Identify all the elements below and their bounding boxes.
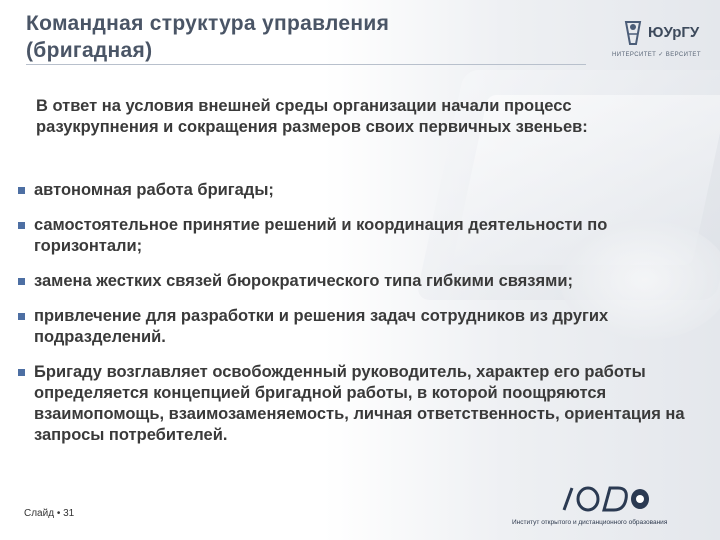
list-item-text: Бригаду возглавляет освобожденный руководитель, характер его работы определяется концепцией бригадной работы, в которой поощряются взаимопомощь, взаимозаменяемость, личная ответственность, ориентация на запросы потребителей. (34, 363, 685, 444)
bullet-icon (18, 313, 25, 320)
list-item-text: самостоятельное принятие решений и координация деятельности по горизонтали; (34, 216, 608, 255)
list-item (18, 362, 698, 446)
list-item (18, 306, 698, 348)
bullet-list (18, 180, 698, 460)
university-name: ЮУрГУ (648, 24, 700, 41)
bullet-icon (18, 222, 25, 229)
iodo-logo-icon (562, 484, 652, 514)
university-tagline: НИТЕРСИТЕТ ✓ ВЕРСИТЕТ (612, 52, 701, 58)
institute-caption: Институт открытого и дистанционного образования (512, 519, 668, 526)
list-item (18, 180, 698, 201)
slide-title: Командная структура управления (бригадная) (26, 12, 390, 62)
bullet-icon (18, 278, 25, 285)
university-logo (612, 16, 712, 62)
intro-paragraph: В ответ на условия внешней среды организации начали процесс разукрупнения и сокращения размеров своих первичных звеньев: (36, 97, 588, 136)
title-divider (26, 64, 586, 65)
list-item (18, 271, 698, 292)
list-item-text: замена жестких связей бюрократического типа гибкими связями; (34, 272, 573, 290)
list-item (18, 215, 698, 257)
bullet-icon (18, 369, 25, 376)
list-item-text: привлечение для разработки и решения задач сотрудников из других подразделений. (34, 307, 609, 346)
slide-number: Слайд • 31 (24, 508, 75, 519)
bullet-icon (18, 187, 25, 194)
list-item-text: автономная работа бригады; (34, 181, 274, 199)
university-emblem-icon (622, 18, 644, 48)
